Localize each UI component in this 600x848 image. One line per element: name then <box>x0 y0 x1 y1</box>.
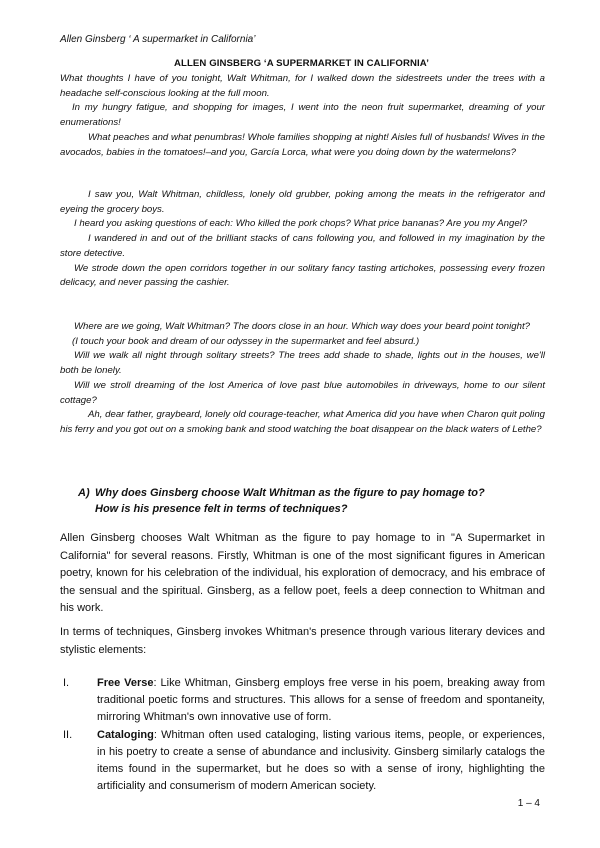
poem-line: What peaches and what penumbras! Whole families shopping at night! Aisles full of husbands! Wives in the avocados, babies in the tomatoes!–and you, García Lorca, what were you doing down by the watermelons? <box>60 131 545 158</box>
poem-line: I saw you, Walt Whitman, childless, lonely old grubber, poking among the meats in the refrigerator and eyeing the grocery boys. <box>60 189 545 215</box>
list-item-description: : Like Whitman, Ginsberg employs free verse in his poem, breaking away from traditional poetic forms and structures. This allows for a sense of freedom and spontaneity, mirroring Whitman's own innovative use of form. <box>97 677 545 724</box>
list-item <box>60 675 545 727</box>
question-line-1: Why does Ginsberg choose Walt Whitman as the figure to pay homage to? <box>95 487 485 499</box>
list-item-term: Free Verse <box>97 677 154 689</box>
poem-line: We strode down the open corridors together in our solitary fancy tasting artichokes, possessing every frozen delicacy, and never passing the cashier. <box>60 262 545 289</box>
question-label: A) <box>78 487 90 499</box>
list-item-term: Cataloging <box>97 728 154 741</box>
poem-title: ALLEN GINSBERG ‘A SUPERMARKET IN CALIFORNIA’ <box>173 58 430 69</box>
question-a <box>78 485 548 517</box>
running-header: Allen Ginsberg ‘ A supermarket in California’ <box>60 34 256 45</box>
answer-paragraph-2 <box>60 624 545 659</box>
list-item-number: II. <box>63 728 73 741</box>
poem-line: Will we walk all night through solitary streets? The trees add shade to shade, lights out in the houses, we'll both be lonely. <box>60 350 545 377</box>
poem-line: I heard you asking questions of each: Who killed the pork chops? What price bananas? Are you my Angel? <box>74 218 528 230</box>
question-line-2: How is his presence felt in terms of techniques? <box>95 503 348 515</box>
poem-line: I wandered in and out of the brilliant stacks of cans following you, and followed in my imagination by the store detective. <box>60 233 545 259</box>
poem-line: Where are we going, Walt Whitman? The doors close in an hour. Which way does your beard point tonight? <box>74 321 530 332</box>
list-item-number: I. <box>63 677 70 689</box>
poem-line: (I touch your book and dream of our odyssey in the supermarket and feel absurd.) <box>72 335 420 347</box>
poem-stanza-3 <box>60 320 545 438</box>
list-item-text <box>97 675 545 727</box>
page-number: 1 – 4 <box>517 798 540 809</box>
poem-stanza-1 <box>60 72 545 160</box>
techniques-list <box>60 675 545 795</box>
poem-line: Will we stroll dreaming of the lost America of love past blue automobiles in driveways, home to our silent cottage? <box>60 379 545 406</box>
list-item-description: : Whitman often used cataloging, listing various items, people, or experiences, in his poetry to create a sense of abundance and inclusivity. Ginsberg similarly catalogs the items found in the supermarket, but he does so with a sense of irony, highlighting the artificiality and consumerism of modern American society. <box>97 728 545 793</box>
poem-line: In my hungry fatigue, and shopping for images, I went into the neon fruit supermarket, dreaming of your enumerations! <box>60 102 545 129</box>
poem-stanza-2 <box>60 188 545 291</box>
list-item <box>60 727 545 796</box>
poem-line: Ah, dear father, graybeard, lonely old courage-teacher, what America did you have when Charon quit poling his ferry and you got out on a smoking bank and stood watching the boat disappear on the black waters of Lethe? <box>60 409 545 435</box>
answer-paragraph-1 <box>60 530 545 618</box>
answer-text: Allen Ginsberg chooses Walt Whitman as the figure to pay homage to in "A Supermarket in California" for several reasons. Firstly, Whitman is one of the most significant figures in American poetry, known for his celebration of the individual, his exploration of democracy, and his embrace of the sensual and the spiritual. Ginsberg, as a fellow poet, feels a deep connection to Whitman and his work. <box>60 532 545 614</box>
answer-text: In terms of techniques, Ginsberg invokes Whitman's presence through various literary devices and stylistic elements: <box>60 626 545 656</box>
poem-line: What thoughts I have of you tonight, Walt Whitman, for I walked down the sidestreets under the trees with a headache self-conscious looking at the full moon. <box>60 73 545 99</box>
list-item-text <box>97 727 545 796</box>
